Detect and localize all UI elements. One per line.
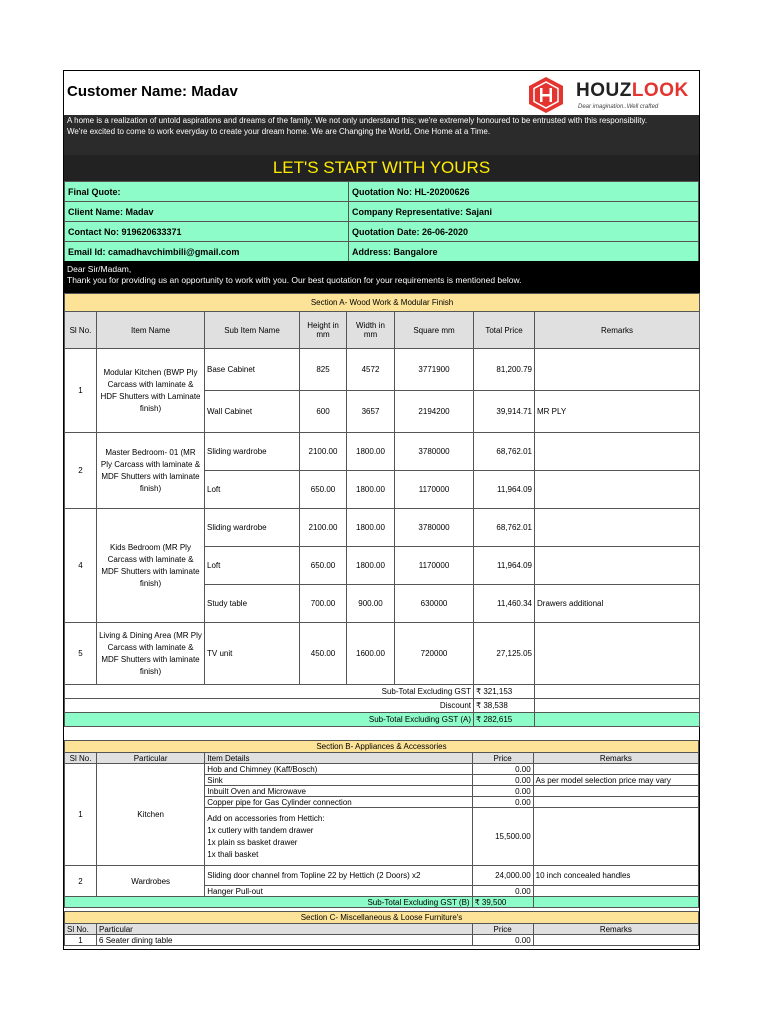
price: 11,964.09 (474, 547, 535, 585)
height: 2100.00 (300, 433, 347, 471)
remarks (533, 935, 698, 946)
square: 2194200 (395, 391, 474, 433)
particular: 6 Seater dining table (97, 935, 473, 946)
header (64, 71, 699, 115)
empty-cell (533, 808, 698, 866)
company-rep: Company Representative: Sajani (349, 202, 699, 222)
height: 600 (300, 391, 347, 433)
client-name: Client Name: Madav (65, 202, 349, 222)
empty-cell (535, 685, 700, 699)
sub-item: Sliding wardrobe (205, 433, 300, 471)
greeting-line-2: Thank you for providing us an opportunity to work with you. Our best quotation for your requirements is mentioned below. (67, 275, 522, 285)
col-height: Height in mm (300, 312, 347, 349)
section-c-title: Section C- Miscellaneous & Loose Furniture's (65, 912, 699, 924)
height: 650.00 (300, 547, 347, 585)
width: 1800.00 (347, 547, 395, 585)
square: 3771900 (395, 349, 474, 391)
col-particular: Particular (97, 924, 473, 935)
intro-line-2: We're excited to come to work everyday to create your dream home. We are Changing the World, One Home at a Time. (67, 126, 491, 136)
height: 450.00 (300, 623, 347, 685)
col-remarks: Remarks (535, 312, 700, 349)
section-a-table (64, 293, 700, 727)
square: 720000 (395, 623, 474, 685)
table-row (65, 349, 700, 391)
col-total-price: Total Price (474, 312, 535, 349)
logo-tagline: Dear imagination..Well crafted (578, 104, 659, 110)
price: 68,762.01 (474, 509, 535, 547)
sl-no: 1 (65, 935, 97, 946)
width: 1800.00 (347, 471, 395, 509)
houzlook-logo (526, 74, 698, 114)
width: 900.00 (347, 585, 395, 623)
square: 1170000 (395, 547, 474, 585)
sl-no: 1 (65, 764, 97, 866)
discount-row (65, 699, 700, 713)
section-b-title: Section B- Appliances & Accessories (65, 741, 699, 753)
contact-no: Contact No: 919620633371 (65, 222, 349, 242)
item-name: Master Bedroom- 01 (MR Ply Carcass with laminate & MDF Shutters with laminate finish) (97, 433, 205, 509)
intro-line-1: A home is a realization of untold aspirations and dreams of the family. We not only understand this; we're extremely honoured to be entrusted with this responsibility. (67, 116, 648, 125)
col-sl-no: Sl No. (65, 312, 97, 349)
table-row (65, 866, 699, 886)
customer-title: Customer Name: Madav (67, 83, 238, 100)
height: 825 (300, 349, 347, 391)
item-detail: Sliding door channel from Topline 22 by Hettich (2 Doors) x2 (205, 866, 472, 886)
quotation-sheet (63, 70, 700, 950)
remarks (535, 547, 700, 585)
table-row (65, 764, 699, 775)
col-remarks: Remarks (533, 753, 698, 764)
item-detail: Hob and Chimney (Kaff/Bosch) (205, 764, 472, 775)
col-item-name: Item Name (97, 312, 205, 349)
subtotal-a-label: Sub-Total Excluding GST (A) (65, 713, 474, 727)
accessory-line: Add on accessories from Hettich: (207, 813, 325, 823)
remarks: MR PLY (535, 391, 700, 433)
width: 1800.00 (347, 509, 395, 547)
item-detail: Inbuilt Oven and Microwave (205, 786, 472, 797)
address: Address: Bangalore (349, 242, 699, 262)
email[interactable]: Email Id: camadhavchimbili@gmail.com (65, 242, 349, 262)
item-detail: Copper pipe for Gas Cylinder connection (205, 797, 472, 808)
sub-item: Loft (205, 547, 300, 585)
greeting-line-1: Dear Sir/Madam, (67, 264, 132, 274)
item-detail: Sink (205, 775, 472, 786)
sl-no: 5 (65, 623, 97, 685)
height: 700.00 (300, 585, 347, 623)
sub-item: Wall Cabinet (205, 391, 300, 433)
client-info-table (64, 181, 699, 262)
table-row (65, 433, 700, 471)
sl-no: 4 (65, 509, 97, 623)
col-particular: Particular (97, 753, 205, 764)
accessory-line: 1x thali basket (207, 849, 259, 859)
remarks (535, 433, 700, 471)
width: 3657 (347, 391, 395, 433)
logo-wordmark: HOUZLOOK (576, 80, 689, 101)
remarks: Drawers additional (535, 585, 700, 623)
price: 0.00 (472, 797, 533, 808)
accessory-line: 1x cutlery with tandem drawer (207, 825, 314, 835)
height: 650.00 (300, 471, 347, 509)
sub-item: Loft (205, 471, 300, 509)
item-detail: Hanger Pull-out (205, 886, 472, 897)
section-b-table (64, 740, 699, 908)
remarks (535, 623, 700, 685)
price: 15,500.00 (472, 808, 533, 866)
remarks (535, 349, 700, 391)
subtotal-b-label: Sub-Total Excluding GST (B) (65, 897, 473, 908)
price: 11,460.34 (474, 585, 535, 623)
section-c-header-row (65, 924, 699, 935)
banner-title: LET'S START WITH YOURS (64, 155, 699, 181)
discount-value: ₹ 38,538 (474, 699, 535, 713)
particular: Kitchen (97, 764, 205, 866)
col-item-details: Item Details (205, 753, 472, 764)
item-name: Modular Kitchen (BWP Ply Carcass with laminate & HDF Shutters with Laminate finish) (97, 349, 205, 433)
price: 0.00 (472, 775, 533, 786)
remarks (535, 509, 700, 547)
quotation-no: Quotation No: HL-20200626 (349, 182, 699, 202)
subtotal-a-value: ₹ 282,615 (474, 713, 535, 727)
price: 0.00 (472, 786, 533, 797)
remarks (535, 471, 700, 509)
subtotal-label: Sub-Total Excluding GST (65, 685, 474, 699)
price: 81,200.79 (474, 349, 535, 391)
sub-item: TV unit (205, 623, 300, 685)
table-row (65, 935, 699, 946)
item-name: Living & Dining Area (MR Ply Carcass with laminate & MDF Shutters with laminate finish) (97, 623, 205, 685)
square: 3780000 (395, 433, 474, 471)
subtotal-b-row (65, 897, 699, 908)
width: 1600.00 (347, 623, 395, 685)
final-quote: Final Quote: (65, 182, 349, 202)
col-width: Width in mm (347, 312, 395, 349)
sl-no: 1 (65, 349, 97, 433)
subtotal-row (65, 685, 700, 699)
price: 11,964.09 (474, 471, 535, 509)
height: 2100.00 (300, 509, 347, 547)
remarks: As per model selection price may vary (533, 775, 698, 786)
col-price: Price (472, 924, 533, 935)
price: 24,000.00 (472, 866, 533, 886)
subtotal-a-row (65, 713, 700, 727)
accessories-detail (205, 808, 472, 866)
remarks (533, 886, 698, 897)
col-sl-no: Sl No. (65, 753, 97, 764)
greeting (64, 261, 699, 293)
section-a-header-row (65, 312, 700, 349)
subtotal-value: ₹ 321,153 (474, 685, 535, 699)
remarks (533, 786, 698, 797)
price: 0.00 (472, 886, 533, 897)
width: 4572 (347, 349, 395, 391)
sub-item: Base Cabinet (205, 349, 300, 391)
intro-text (64, 115, 699, 155)
section-a-title: Section A- Wood Work & Modular Finish (65, 294, 700, 312)
empty-cell (533, 897, 698, 908)
section-b-header-row (65, 753, 699, 764)
remarks (533, 797, 698, 808)
hexagon-logo-icon (526, 76, 566, 114)
section-c-table (64, 911, 699, 946)
table-row (65, 509, 700, 547)
col-sl-no: Sl No. (65, 924, 97, 935)
table-row (65, 623, 700, 685)
col-price: Price (472, 753, 533, 764)
sl-no: 2 (65, 866, 97, 897)
col-sub-item: Sub Item Name (205, 312, 300, 349)
col-remarks: Remarks (533, 924, 698, 935)
square: 1170000 (395, 471, 474, 509)
sl-no: 2 (65, 433, 97, 509)
particular: Wardrobes (97, 866, 205, 897)
price: 0.00 (472, 935, 533, 946)
price: 68,762.01 (474, 433, 535, 471)
sub-item: Sliding wardrobe (205, 509, 300, 547)
price: 0.00 (472, 764, 533, 775)
empty-cell (535, 699, 700, 713)
remarks: 10 inch concealed handles (533, 866, 698, 886)
empty-cell (535, 713, 700, 727)
col-square: Square mm (395, 312, 474, 349)
square: 3780000 (395, 509, 474, 547)
price: 39,914.71 (474, 391, 535, 433)
accessory-line: 1x plain ss basket drawer (207, 837, 298, 847)
sub-item: Study table (205, 585, 300, 623)
quotation-date: Quotation Date: 26-06-2020 (349, 222, 699, 242)
square: 630000 (395, 585, 474, 623)
price: 27,125.05 (474, 623, 535, 685)
width: 1800.00 (347, 433, 395, 471)
remarks (533, 764, 698, 775)
subtotal-b-value: ₹ 39,500 (472, 897, 533, 908)
discount-label: Discount (65, 699, 474, 713)
item-name: Kids Bedroom (MR Ply Carcass with laminate & MDF Shutters with laminate finish) (97, 509, 205, 623)
